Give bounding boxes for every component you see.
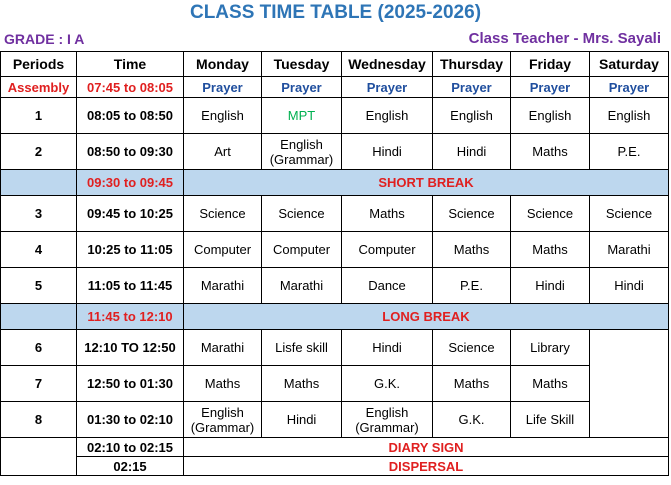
subject-cell: Life Skill (511, 402, 590, 438)
subject-cell: Computer (184, 232, 262, 268)
subject-cell: Science (433, 330, 511, 366)
period-time: 08:05 to 08:50 (77, 98, 184, 134)
subject-cell: Marathi (184, 330, 262, 366)
period-time: 11:05 to 11:45 (77, 268, 184, 304)
dispersal-row (1, 457, 669, 476)
header-thursday: Thursday (433, 52, 511, 77)
assembly-tuesday: Prayer (262, 77, 342, 98)
header-time: Time (77, 52, 184, 77)
period-row-6 (1, 330, 669, 366)
subject-cell: English (590, 98, 669, 134)
short-break-row (1, 170, 669, 196)
period-number: 5 (1, 268, 77, 304)
header-monday: Monday (184, 52, 262, 77)
subject-cell: Hindi (342, 330, 433, 366)
diary-sign-label: DIARY SIGN (184, 438, 669, 457)
assembly-row (1, 77, 669, 98)
subject-cell: Hindi (342, 134, 433, 170)
subject-cell: Science (433, 196, 511, 232)
subject-cell: Science (511, 196, 590, 232)
grade-label: GRADE : I A (4, 31, 85, 47)
period-number: 8 (1, 402, 77, 438)
period-number: 3 (1, 196, 77, 232)
class-teacher-label: Class Teacher - Mrs. Sayali (468, 30, 661, 47)
period-number: 2 (1, 134, 77, 170)
subject-cell: English (Grammar) (262, 134, 342, 170)
subject-cell: English (Grammar) (342, 402, 433, 438)
assembly-monday: Prayer (184, 77, 262, 98)
subject-cell: G.K. (342, 366, 433, 402)
subject-cell: Computer (342, 232, 433, 268)
long-break-row (1, 304, 669, 330)
subject-cell: Hindi (433, 134, 511, 170)
diary-sign-time: 02:10 to 02:15 (77, 438, 184, 457)
saturday-empty-cell (590, 330, 669, 438)
period-time: 12:10 TO 12:50 (77, 330, 184, 366)
subject-cell: Art (184, 134, 262, 170)
subject-cell: Hindi (590, 268, 669, 304)
header-periods: Periods (1, 52, 77, 77)
short-break-label: SHORT BREAK (184, 170, 669, 196)
period-number: 7 (1, 366, 77, 402)
header-row (1, 52, 669, 77)
period-row-2 (1, 134, 669, 170)
long-break-time: 11:45 to 12:10 (77, 304, 184, 330)
page-title: CLASS TIME TABLE (2025-2026) (189, 2, 482, 23)
subject-cell: English (511, 98, 590, 134)
break-empty-cell (1, 304, 77, 330)
period-time: 12:50 to 01:30 (77, 366, 184, 402)
subject-cell: Science (590, 196, 669, 232)
empty-period-cell (1, 438, 77, 476)
period-time: 09:45 to 10:25 (77, 196, 184, 232)
subject-cell: Maths (433, 232, 511, 268)
subject-cell: Maths (342, 196, 433, 232)
period-number: 4 (1, 232, 77, 268)
short-break-time: 09:30 to 09:45 (77, 170, 184, 196)
subject-cell: Lisfe skill (262, 330, 342, 366)
subject-cell: Hindi (262, 402, 342, 438)
subject-cell: Dance (342, 268, 433, 304)
dispersal-time: 02:15 (77, 457, 184, 476)
period-time: 10:25 to 11:05 (77, 232, 184, 268)
subject-cell: Computer (262, 232, 342, 268)
period-row-7 (1, 366, 669, 402)
header-saturday: Saturday (590, 52, 669, 77)
header-tuesday: Tuesday (262, 52, 342, 77)
subject-cell: Maths (184, 366, 262, 402)
subject-cell: P.E. (590, 134, 669, 170)
assembly-label: Assembly (1, 77, 77, 98)
subject-cell: Maths (511, 134, 590, 170)
subject-cell: English (433, 98, 511, 134)
diary-sign-row (1, 438, 669, 457)
subject-cell: Marathi (184, 268, 262, 304)
subject-cell: Maths (262, 366, 342, 402)
subject-cell: G.K. (433, 402, 511, 438)
subject-cell: Library (511, 330, 590, 366)
subject-cell: English (342, 98, 433, 134)
period-number: 1 (1, 98, 77, 134)
assembly-friday: Prayer (511, 77, 590, 98)
assembly-saturday: Prayer (590, 77, 669, 98)
assembly-wednesday: Prayer (342, 77, 433, 98)
long-break-label: LONG BREAK (184, 304, 669, 330)
period-row-3 (1, 196, 669, 232)
subject-cell: Maths (511, 366, 590, 402)
period-time: 08:50 to 09:30 (77, 134, 184, 170)
dispersal-label: DISPERSAL (184, 457, 669, 476)
period-row-5 (1, 268, 669, 304)
subject-cell: Marathi (262, 268, 342, 304)
subject-cell: English (184, 98, 262, 134)
subject-cell: Science (262, 196, 342, 232)
subject-cell: Maths (511, 232, 590, 268)
subject-cell: English (Grammar) (184, 402, 262, 438)
subject-cell: Science (184, 196, 262, 232)
timetable (0, 51, 669, 476)
subject-cell: Maths (433, 366, 511, 402)
header-friday: Friday (511, 52, 590, 77)
period-time: 01:30 to 02:10 (77, 402, 184, 438)
assembly-thursday: Prayer (433, 77, 511, 98)
break-empty-cell (1, 170, 77, 196)
subject-cell: P.E. (433, 268, 511, 304)
period-number: 6 (1, 330, 77, 366)
header-wednesday: Wednesday (342, 52, 433, 77)
assembly-time: 07:45 to 08:05 (77, 77, 184, 98)
subject-cell: Hindi (511, 268, 590, 304)
period-row-4 (1, 232, 669, 268)
period-row-8 (1, 402, 669, 438)
subject-cell: Marathi (590, 232, 669, 268)
subject-cell: MPT (262, 98, 342, 134)
period-row-1 (1, 98, 669, 134)
